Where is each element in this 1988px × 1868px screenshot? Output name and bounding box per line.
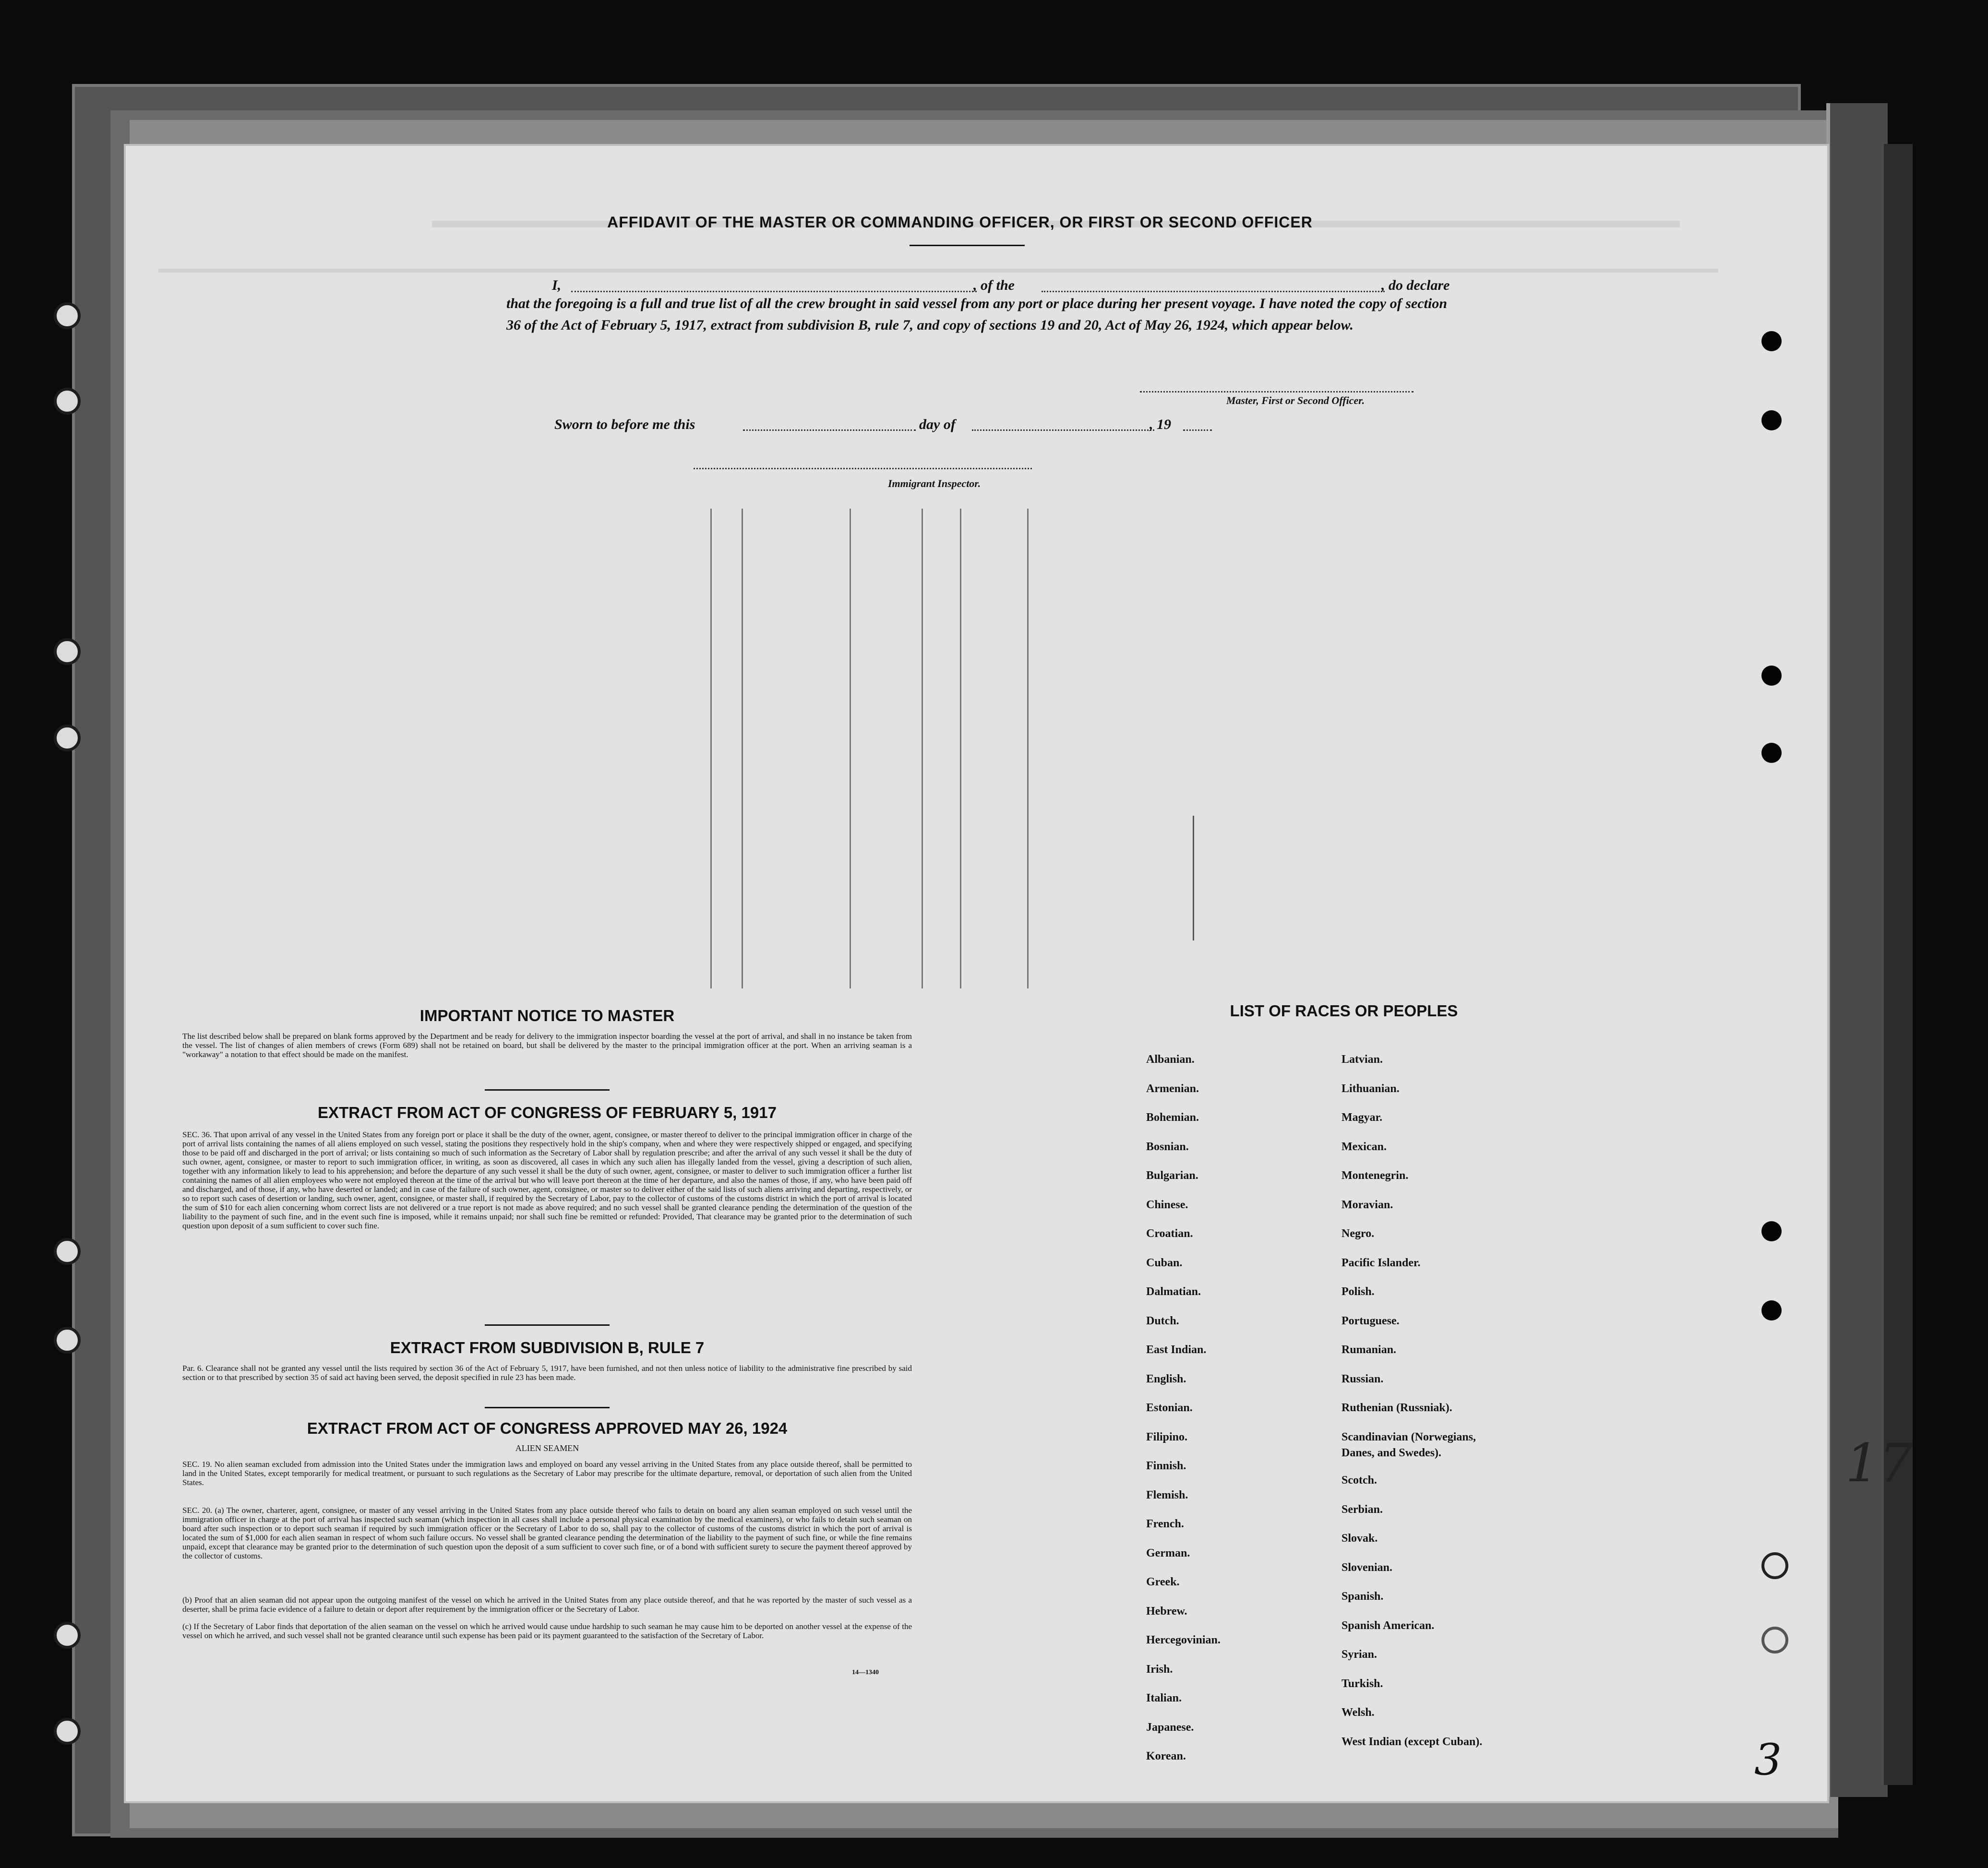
section-divider (485, 1089, 610, 1091)
section-divider (485, 1407, 610, 1408)
race-item: Spanish American. (1341, 1619, 1435, 1632)
race-item: Italian. (1146, 1692, 1182, 1704)
race-item: Estonian. (1146, 1402, 1193, 1414)
extract-rule7-title: EXTRACT FROM SUBDIVISION B, RULE 7 (390, 1339, 705, 1356)
race-item: Bohemian. (1146, 1111, 1199, 1124)
punch-hole (1761, 331, 1782, 351)
day-of-label: day of (919, 416, 956, 432)
race-item: Slovak. (1341, 1532, 1378, 1545)
punch-hole (1761, 1300, 1782, 1321)
column-rule (1027, 509, 1029, 988)
race-item: Danes, and Swedes). (1341, 1446, 1442, 1459)
race-item: East Indian. (1146, 1344, 1207, 1356)
race-item: Cuban. (1146, 1256, 1183, 1269)
race-item: Syrian. (1341, 1648, 1377, 1661)
race-item: West Indian (except Cuban). (1341, 1735, 1483, 1748)
vessel-field[interactable] (1042, 291, 1385, 292)
affidavit-body: that the foregoing is a full and true list of all the crew brought in said vessel from any port or place during her present voyage. I have noted the copy of section 36 of the Act of February 5, 1917, extract from subdivision B, rule 7, and copy of sections 19 and 20, Act of May 26, 1924, which appear below. (506, 296, 1447, 333)
binder-hole (54, 725, 81, 751)
page-number-handwritten: 3 (1754, 1735, 1782, 1785)
race-item: Latvian. (1341, 1053, 1383, 1066)
sworn-month-field[interactable] (972, 429, 1154, 431)
punch-hole (1761, 1221, 1782, 1241)
race-item: Filipino. (1146, 1430, 1188, 1443)
notice-text: The list described below shall be prepared on blank forms approved by the Department and be ready for delivery to the immigration inspector boarding the vessel at the port of arrival, and shall in no instance be taken from the vessel. The list of changes of alien members of crews (Form 689) shall not be retained on board, but shall be delivered by the master to the principal immigration officer at the port. When an arriving seaman is a "workaway" a notation to that effect should be made on the manifest. (182, 1032, 912, 1059)
race-item: Slovenian. (1341, 1561, 1393, 1574)
race-item: Pacific Islander. (1341, 1256, 1421, 1269)
affidavit-i: I, (552, 277, 562, 293)
race-item: Korean. (1146, 1750, 1186, 1762)
race-item: Magyar. (1341, 1111, 1383, 1124)
extract-1924-subtitle: ALIEN SEAMEN (515, 1443, 579, 1453)
race-item: Albanian. (1146, 1053, 1195, 1066)
binder-hole (54, 388, 81, 415)
race-item: Dutch. (1146, 1314, 1179, 1327)
column-rule (960, 509, 961, 988)
race-item: Bulgarian. (1146, 1169, 1198, 1182)
binder-hole (54, 1718, 81, 1745)
race-item: Flemish. (1146, 1488, 1188, 1501)
form-number: 14—1340 (852, 1669, 879, 1676)
race-item: Welsh. (1341, 1706, 1375, 1719)
sworn-day-field[interactable] (743, 429, 916, 431)
year-prefix: , 19 (1150, 416, 1171, 432)
binder-hole (54, 1238, 81, 1265)
race-item: Turkish. (1341, 1677, 1383, 1690)
column-rule (710, 509, 712, 988)
handwritten-mark: 17 (1845, 1432, 1913, 1494)
extract-1924-sec20a: SEC. 20. (a) The owner, charterer, agent, consignee, or master of any vessel arriving in the United States from any place outside thereof who fails to detain on board any alien seaman employed on such vessel until the immigration officer in charge at the port of arrival has inspected such seaman (which inspection in all cases shall include a personal physical examination by the medical examiners), or who fails to detain such seaman on board after such inspection or to deport such seaman if required by such immigration officer or the Secretary of Labor to do so, shall pay to the collector of customs of the customs district in which the port of arrival is located the sum of $1,000 for each alien seaman in respect of whom such failure occurs. No vessel shall be granted clearance pending the determination of the liability to the payment of such fine, or while the fine remains unpaid, except that clearance may be granted prior to the determination of such question upon the deposit of a sum sufficient to cover such fine, or of a bond with sufficient surety to secure the payment thereof approved by the collector of customs. (182, 1506, 912, 1560)
sheet-edge (1884, 144, 1913, 1785)
binder-hole (54, 1327, 81, 1354)
race-item: Rumanian. (1341, 1344, 1397, 1356)
signature-caption: Master, First or Second Officer. (1226, 394, 1365, 406)
affidavit-declare: , do declare (1381, 277, 1450, 293)
race-item: Chinese. (1146, 1198, 1188, 1211)
extract-1924-sec20c: (c) If the Secretary of Labor finds that deportation of the alien seaman on the vessel on which he arrived would cause undue hardship to such seaman he may cause him to be deported on another vessel at the expense of the vessel on which he arrived, and such vessel shall not be granted clearance until such expense has been paid or its payment guaranteed to the satisfaction of the Secretary of Labor. (182, 1622, 912, 1640)
race-item: Spanish. (1341, 1590, 1384, 1603)
race-item: Finnish. (1146, 1460, 1186, 1472)
race-item: Armenian. (1146, 1082, 1199, 1095)
affidavit-title: AFFIDAVIT OF THE MASTER OR COMMANDING OFFICER, OR FIRST OR SECOND OFFICER (607, 214, 1313, 231)
race-item: Montenegrin. (1341, 1169, 1409, 1182)
inspector-caption: Immigrant Inspector. (888, 477, 981, 489)
race-item: Japanese. (1146, 1721, 1194, 1734)
race-item: Irish. (1146, 1663, 1173, 1676)
extract-1917-title: EXTRACT FROM ACT OF CONGRESS OF FEBRUARY 5, 1917 (318, 1104, 777, 1121)
race-item: Polish. (1341, 1285, 1375, 1298)
race-item: Serbian. (1341, 1503, 1383, 1516)
race-item: Dalmatian. (1146, 1285, 1201, 1298)
sworn-label: Sworn to before me this (554, 416, 695, 432)
race-item: Moravian. (1341, 1198, 1393, 1211)
race-item: German. (1146, 1547, 1190, 1559)
column-rule (850, 509, 851, 988)
race-item: Croatian. (1146, 1227, 1193, 1240)
column-rule (1193, 816, 1194, 940)
extract-1917-text: SEC. 36. That upon arrival of any vessel in the United States from any foreign port or place it shall be the duty of the owner, agent, consignee, or master thereof to deliver to the principal immigration officer in charge of the port of arrival lists containing the names of all aliens employed on such vessel, stating the positions they respectively hold in the ship's company, when and where they were respectively shipped or engaged, and specifying those to be paid off and discharged in the port of arrival; or lists containing so much of such information as the Secretary of Labor shall by regulation prescribe; and after the arrival of any such vessel it shall be the duty of such owner, agent, consignee, or master to report to such immigration officer, in writing, as soon as discovered, all cases in which any such alien has illegally landed from the vessel, giving a description of such alien, together with any information likely to lead to his apprehension; and before the departure of any such vessel it shall be the duty of such owner, agent, consignee, or master to deliver to such immigration officer a further list containing the names of all alien employees who were not employed thereon at the time of the arrival but who will leave port thereon at the time of her departure, and also the names of those, if any, who have been paid off and discharged, and of those, if any, who have deserted or landed; and in case of the failure of such owner, agent, consignee, or master so to deliver either of the said lists of such aliens arriving and departing, respectively, or so to report such cases of desertion or landing, such owner, agent, consignee, or master shall, if required by the Secretary of Labor, pay to the collector of customs of the customs district in which the port of arrival is located the sum of $10 for each alien concerning whom correct lists are not delivered or a true report is not made as above required; and no such vessel shall be granted clearance pending the determination of the question of the liability to the payment of such fine, and in the event such fine is imposed, while it remains unpaid; nor shall such fine be remitted or refunded: Provided, That clearance may be granted prior to the determination of such question upon deposit of a sum sufficient to cover such fine. (182, 1130, 912, 1230)
inspector-signature-field[interactable] (694, 468, 1032, 469)
punch-hole (1761, 410, 1782, 430)
binder-hole (54, 1622, 81, 1649)
extract-1924-sec20b: (b) Proof that an alien seaman did not appear upon the outgoing manifest of the vessel on which he arrived in the United States from any place outside thereof, and that he was reported by the master of such vessel as a deserter, shall be prima facie evidence of a failure to detain or deport after requirement by the immigration officer or the Secretary of Labor. (182, 1595, 912, 1614)
race-item: Russian. (1341, 1372, 1384, 1385)
extract-1924-title: EXTRACT FROM ACT OF CONGRESS APPROVED MAY 26, 1924 (307, 1419, 788, 1437)
title-underline (910, 245, 1025, 246)
name-field[interactable] (571, 291, 977, 292)
extract-rule7-text: Par. 6. Clearance shall not be granted any vessel until the lists required by section 36 of the Act of February 5, 1917, have been furnished, and not then unless notice of liability to the administrative fine prescribed by said section or to that prescribed by section 35 of said act having been served, the deposit specified in rule 23 has been made. (182, 1364, 912, 1382)
column-rule (742, 509, 743, 988)
race-item: Portuguese. (1341, 1314, 1400, 1327)
race-item: Hebrew. (1146, 1605, 1187, 1618)
race-item: Hercegovinian. (1146, 1634, 1221, 1646)
race-item: Ruthenian (Russniak). (1341, 1402, 1452, 1414)
section-divider (485, 1324, 610, 1326)
race-item: Bosnian. (1146, 1140, 1189, 1153)
signature-field[interactable] (1140, 391, 1413, 393)
affidavit-of-the: , of the (973, 277, 1015, 293)
race-item: Scotch. (1341, 1474, 1377, 1487)
binder-hole (54, 302, 81, 329)
bleed-through (158, 269, 1718, 273)
punch-hole (1761, 743, 1782, 763)
notice-title: IMPORTANT NOTICE TO MASTER (419, 1007, 675, 1024)
sheet-edge (1826, 103, 1888, 1797)
punch-hole (1761, 1627, 1788, 1654)
race-item: English. (1146, 1372, 1186, 1385)
races-title: LIST OF RACES OR PEOPLES (1230, 1002, 1458, 1020)
race-item: Scandinavian (Norwegians, (1341, 1430, 1476, 1443)
race-item: Negro. (1341, 1227, 1375, 1240)
race-item: French. (1146, 1518, 1184, 1530)
race-item: Mexican. (1341, 1140, 1387, 1153)
punch-hole (1761, 1552, 1788, 1579)
column-rule (922, 509, 923, 988)
sworn-year-field[interactable] (1183, 429, 1212, 431)
extract-1924-sec19: SEC. 19. No alien seaman excluded from admission into the United States under the immigration laws and employed on board any vessel arriving in the United States from any place outside thereof, shall be permitted to land in the United States, except temporarily for medical treatment, or pursuant to such regulations as the Secretary of Labor may prescribe for the ultimate departure, removal, or deportation of such alien from the United States. (182, 1460, 912, 1487)
binder-hole (54, 638, 81, 665)
race-item: Greek. (1146, 1576, 1180, 1588)
punch-hole (1761, 666, 1782, 686)
race-item: Lithuanian. (1341, 1082, 1400, 1095)
